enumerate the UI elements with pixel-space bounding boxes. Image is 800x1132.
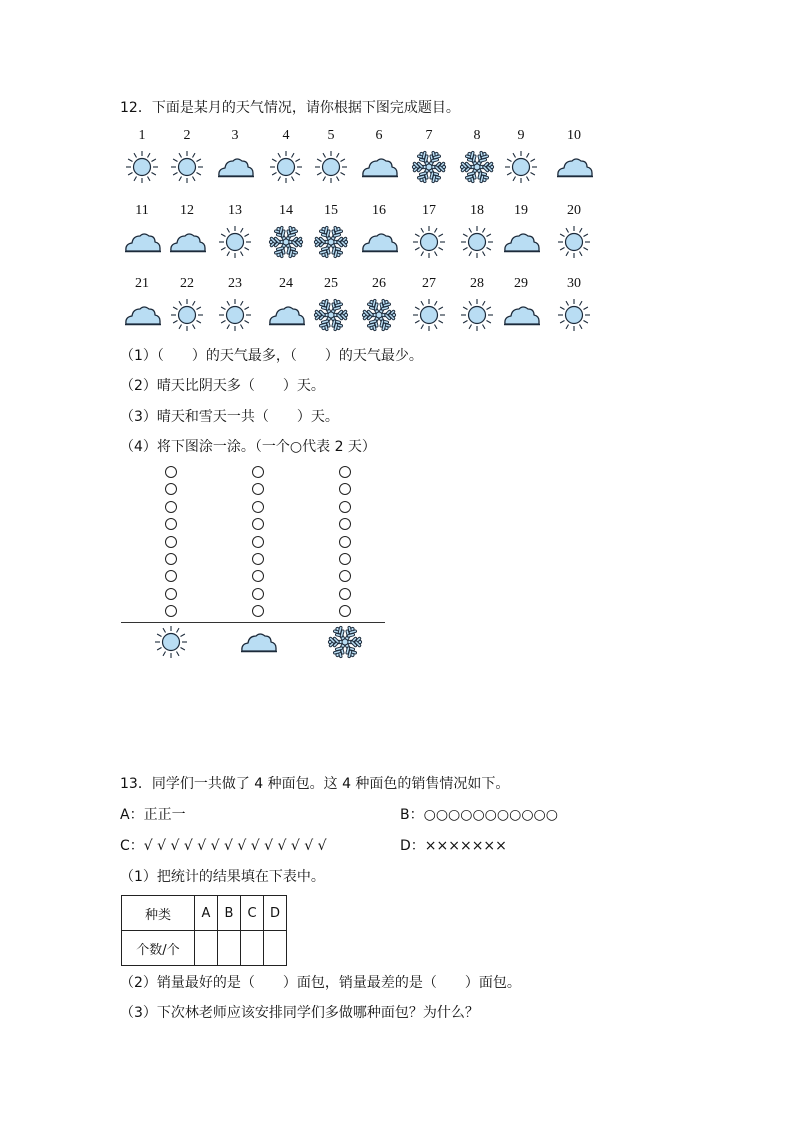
graph-circle[interactable] [165,483,177,495]
day-number: 29 [514,276,528,291]
table-cell: B [218,896,241,931]
graph-circle[interactable] [252,588,264,600]
day-number: 30 [567,276,581,291]
graph-circle[interactable] [339,483,351,495]
graph-circle[interactable] [252,536,264,548]
graph-circle[interactable] [165,553,177,565]
sun-icon [554,224,594,260]
day-number: 14 [279,203,293,218]
q12-sub4: （4）将下图涂一涂。（一个○代表 2 天） [120,439,376,455]
graph-circle[interactable] [165,570,177,582]
day-number: 6 [375,128,383,143]
tally-c: C：√ √ √ √ √ √ √ √ √ √ √ √ √ √ [120,838,327,854]
graph-circle[interactable] [339,588,351,600]
snowflake-icon [325,624,365,660]
day-number: 5 [327,128,335,143]
cloud-icon [122,224,162,260]
snowflake-icon [266,224,306,260]
day-number: 23 [228,276,242,291]
sun-icon [311,149,351,185]
q12-sub2: （2）晴天比阴天多（ ）天。 [120,378,325,394]
day-number: 1 [138,128,146,143]
table-cell: 种类 [122,896,195,931]
day-number: 28 [470,276,484,291]
graph-circle[interactable] [165,605,177,617]
snowflake-icon [457,149,497,185]
table-cell: D [264,896,287,931]
graph-circle[interactable] [339,466,351,478]
snowflake-icon [311,297,351,333]
sun-icon [122,149,162,185]
day-number: 24 [279,276,293,291]
q13-sub2: （2）销量最好的是（ ）面包，销量最差的是（ ）面包。 [120,975,521,991]
tally-a: A：正正一 [120,807,186,823]
sun-icon [409,297,449,333]
cloud-icon [501,224,541,260]
day-number: 26 [372,276,386,291]
answer-cell-a[interactable] [195,931,218,966]
day-number: 25 [324,276,338,291]
sun-icon [151,624,191,660]
day-number: 2 [183,128,191,143]
sun-icon [215,297,255,333]
graph-circle[interactable] [339,553,351,565]
day-number: 13 [228,203,242,218]
day-number: 20 [567,203,581,218]
q13-sub1: （1）把统计的结果填在下表中。 [120,869,325,885]
graph-circle[interactable] [165,588,177,600]
tally-b: B：○○○○○○○○○○○ [400,807,558,823]
graph-circle[interactable] [252,483,264,495]
snowflake-icon [409,149,449,185]
cloud-icon [501,297,541,333]
cloud-icon [122,297,162,333]
table-cell: 个数/个 [122,931,195,966]
sun-icon [215,224,255,260]
sun-icon [554,297,594,333]
cloud-icon [554,149,594,185]
graph-circle[interactable] [339,501,351,513]
q12-sub3: （3）晴天和雪天一共（ ）天。 [120,409,339,425]
q13-sub3: （3）下次林老师应该安排同学们多做哪种面包？为什么？ [120,1005,479,1021]
table-row [122,931,287,966]
day-number: 4 [282,128,290,143]
answer-cell-c[interactable] [241,931,264,966]
sun-icon [501,149,541,185]
tally-d: D：××××××× [400,838,507,854]
sun-icon [409,224,449,260]
table-cell: A [195,896,218,931]
graph-circle[interactable] [339,536,351,548]
day-number: 16 [372,203,386,218]
graph-circle[interactable] [252,501,264,513]
day-number: 21 [135,276,149,291]
snowflake-icon [311,224,351,260]
day-number: 7 [425,128,433,143]
cloud-icon [167,224,207,260]
day-number: 11 [135,203,149,218]
sun-icon [167,297,207,333]
q12-title: 12．下面是某月的天气情况，请你根据下图完成题目。 [120,100,460,116]
day-number: 22 [180,276,194,291]
table-header-row [122,896,287,931]
count-table [121,895,287,966]
graph-circle[interactable] [339,518,351,530]
day-number: 18 [470,203,484,218]
day-number: 3 [231,128,239,143]
graph-circle[interactable] [339,570,351,582]
graph-circle[interactable] [165,501,177,513]
cloud-icon [215,149,255,185]
graph-circle[interactable] [165,466,177,478]
graph-circle[interactable] [252,518,264,530]
cloud-icon [359,149,399,185]
day-number: 10 [567,128,581,143]
day-number: 9 [517,128,525,143]
answer-cell-b[interactable] [218,931,241,966]
snowflake-icon [359,297,399,333]
sun-icon [457,224,497,260]
day-number: 17 [422,203,436,218]
cloud-icon [238,624,278,660]
graph-axis [121,622,385,623]
day-number: 19 [514,203,528,218]
graph-circle[interactable] [252,553,264,565]
graph-circle[interactable] [165,518,177,530]
graph-circle[interactable] [339,605,351,617]
sun-icon [457,297,497,333]
q13-title: 13．同学们一共做了 4 种面包。这 4 种面色的销售情况如下。 [120,776,510,792]
day-number: 27 [422,276,436,291]
sun-icon [167,149,207,185]
graph-circle[interactable] [252,605,264,617]
table-cell: C [241,896,264,931]
day-number: 8 [473,128,481,143]
graph-circle[interactable] [252,570,264,582]
day-number: 15 [324,203,338,218]
cloud-icon [266,297,306,333]
graph-circle[interactable] [252,466,264,478]
day-number: 12 [180,203,194,218]
sun-icon [266,149,306,185]
cloud-icon [359,224,399,260]
graph-circle[interactable] [165,536,177,548]
q12-sub1: （1）（ ）的天气最多，（ ）的天气最少。 [120,348,423,364]
answer-cell-d[interactable] [264,931,287,966]
